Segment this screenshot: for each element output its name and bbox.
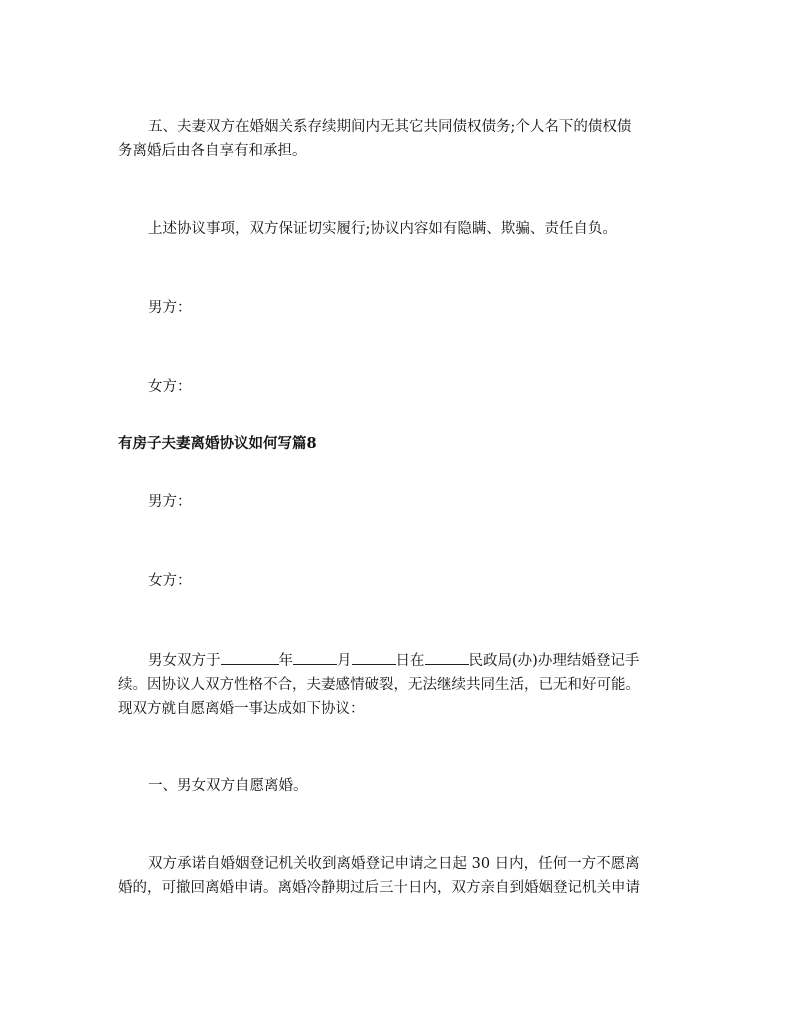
marriage-paragraph-line-1 xyxy=(118,649,718,672)
month-label: 月 xyxy=(337,653,352,669)
bureau-label: 民政局(办)办理结婚登记手 xyxy=(468,653,640,669)
year-blank xyxy=(221,649,279,665)
year-label: 年 xyxy=(278,653,293,669)
day-at-label: 日在 xyxy=(395,653,425,669)
commitment-line-2: 婚的，可撤回离婚申请。离婚冷静期过后三十日内，双方亲自到婚姻登记机关申请 xyxy=(118,880,640,896)
marriage-paragraph-line-3: 现双方就自愿离婚一事达成如下协议： xyxy=(118,701,365,717)
marriage-prefix: 男女双方于 xyxy=(148,653,221,669)
item-one: 一、男女双方自愿离婚。 xyxy=(148,778,308,794)
male-party-label: 男方： xyxy=(148,300,192,316)
paragraph-five-line-2: 务离婚后由各自享有和承担。 xyxy=(118,143,307,159)
day-blank xyxy=(352,649,396,665)
month-blank xyxy=(293,649,337,665)
bureau-blank xyxy=(425,649,469,665)
female-party-label-2: 女方： xyxy=(148,573,192,589)
female-party-label: 女方： xyxy=(148,379,192,395)
male-party-label-2: 男方： xyxy=(148,494,192,510)
paragraph-five-line-1: 五、夫妻双方在婚姻关系存续期间内无其它共同债权债务;个人名下的债权债 xyxy=(148,119,632,135)
confirmation-paragraph: 上述协议事项，双方保证切实履行;协议内容如有隐瞒、欺骗、责任自负。 xyxy=(148,221,617,237)
section-heading: 有房子夫妻离婚协议如何写篇8 xyxy=(118,435,317,452)
marriage-paragraph-line-2: 续。因协议人双方性格不合，夫妻感情破裂，无法继续共同生活，已无和好可能。 xyxy=(118,677,640,693)
commitment-line-1: 双方承诺自婚姻登记机关收到离婚登记申请之日起 30 日内，任何一方不愿离 xyxy=(148,856,640,872)
